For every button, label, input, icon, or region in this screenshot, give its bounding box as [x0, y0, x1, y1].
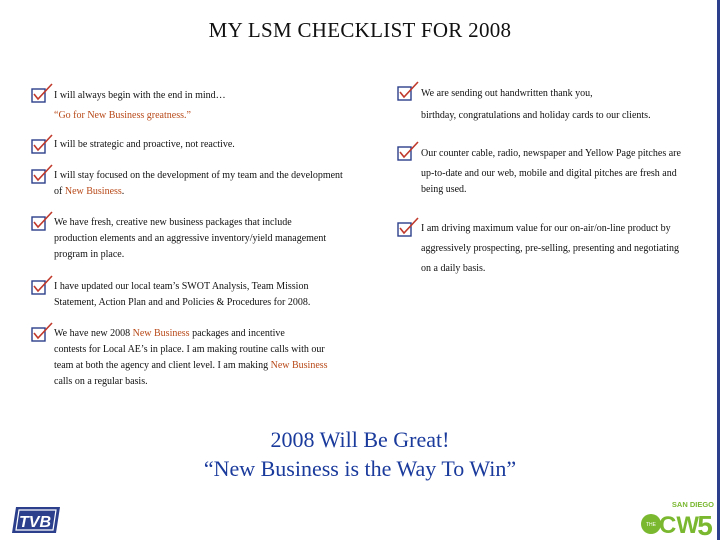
item-line: I will be strategic and proactive, not reactive.	[54, 139, 235, 150]
checkbox-icon	[30, 274, 54, 296]
checklist-item-team-focus	[54, 168, 343, 200]
checklist-item-begin-with-end	[54, 88, 226, 124]
cw-logo-city: SAN DIEGO	[671, 500, 714, 509]
cw-logo-main: CW	[659, 512, 699, 538]
checklist-item-packages	[54, 215, 326, 263]
item-line: Our counter cable, radio, newspaper and Yellow Page pitches are	[421, 148, 681, 159]
checkbox-icon	[30, 163, 54, 185]
checklist-item-swot	[54, 279, 310, 311]
item-line: being used.	[421, 184, 467, 195]
item-line: calls on a regular basis.	[54, 376, 148, 387]
item-text: packages and incentive	[189, 328, 285, 339]
item-text: .	[121, 186, 125, 197]
item-line: We have fresh, creative new business packages that include	[54, 217, 292, 228]
checklist-item-thank-you-cards	[421, 86, 651, 124]
new-business-highlight: New Business	[132, 328, 190, 339]
checkbox-icon	[30, 82, 54, 104]
item-line-highlight: “Go for New Business greatness.”	[54, 110, 191, 121]
item-line	[54, 326, 328, 342]
item-line: I will always begin with the end in mind…	[54, 90, 226, 101]
item-line: on a daily basis.	[421, 263, 486, 274]
tvb-logo	[10, 505, 62, 535]
checkbox-icon	[396, 80, 420, 102]
tagline-line-1: 2008 Will Be Great!	[270, 427, 450, 452]
checkbox-icon	[396, 140, 420, 162]
checkbox-icon	[396, 216, 420, 238]
item-line: aggressively prospecting, pre-selling, presenting and negotiating	[421, 243, 679, 254]
cw-logo-small: THE	[646, 522, 656, 528]
new-business-highlight: New Business	[64, 186, 122, 197]
item-line	[54, 184, 343, 200]
item-text: We have new 2008	[54, 328, 133, 339]
item-line: I have updated our local team’s SWOT Analysis, Team Mission	[54, 281, 309, 292]
item-text: team at both the agency and client level. I am making	[54, 360, 271, 371]
item-line: production elements and an aggressive inventory/yield management	[54, 233, 327, 244]
tvb-logo-text: TVB	[19, 514, 51, 531]
item-line: program in place.	[54, 249, 125, 260]
checklist-item-pitches	[421, 146, 681, 198]
checkbox-icon	[30, 321, 54, 343]
cw-logo-number: 5	[697, 510, 713, 538]
cw-san-diego-logo	[638, 498, 718, 538]
item-line: up-to-date and our web, mobile and digital pitches are fresh and	[421, 168, 677, 179]
item-line: We are sending out handwritten thank you,	[421, 88, 593, 99]
item-line: contests for Local AE’s in place. I am making routine calls with our	[54, 344, 325, 355]
item-line: birthday, congratulations and holiday cards to our clients.	[421, 110, 651, 121]
item-line: I am driving maximum value for our on-air/on-line product by	[421, 223, 671, 234]
new-business-highlight: New Business	[270, 360, 328, 371]
item-line	[54, 358, 328, 374]
item-text: of	[54, 186, 65, 197]
checkbox-icon	[30, 133, 54, 155]
checklist-item-strategic	[54, 137, 235, 153]
page-title: MY LSM CHECKLIST FOR 2008	[208, 18, 512, 42]
item-line: Statement, Action Plan and and Policies & Procedures for 2008.	[54, 297, 311, 308]
item-line: I will stay focused on the development of my team and the development	[54, 170, 343, 181]
checklist-item-max-value	[421, 221, 679, 277]
tagline-line-2: “New Business is the Way To Win”	[203, 456, 517, 481]
checkbox-icon	[30, 210, 54, 232]
checklist-item-incentives	[54, 326, 328, 390]
